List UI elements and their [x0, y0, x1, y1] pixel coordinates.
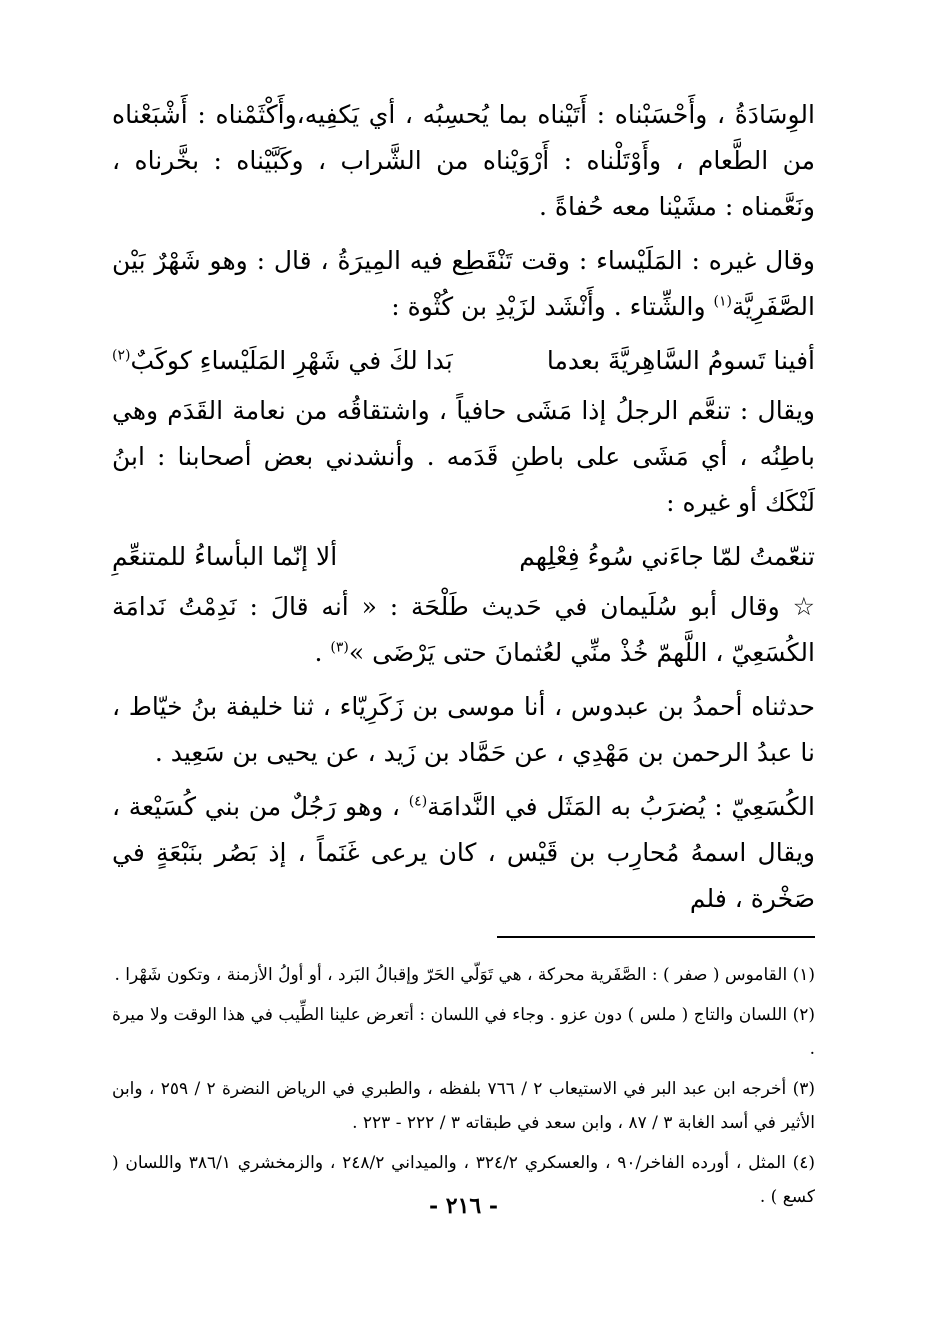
verse-hemistich-2: [112, 338, 453, 384]
verse-hemistich-1: تنعّمتُ لمّا جاءَني سُوءُ فِعْلِهم: [519, 542, 815, 571]
paragraph-text-tail: .: [314, 638, 331, 667]
footnote-ref-1: (١): [713, 293, 732, 310]
paragraph-text-tail: ، وهو رَجُلٌ من بني كُسَيْعة ، ويقال اسمهُ مُحارِب بن قَيْس ، كان يرعى غَنَماً ، إذ بَصُر بنَبْعَةٍ في صَخْرة ، فلم: [112, 792, 815, 913]
footnotes: [112, 958, 815, 1214]
paragraph-text: الكُسَعِيّ : يُضرَبُ به المَثَل في النَّدامَة: [427, 792, 815, 821]
paragraph-text-tail: والشِّتاء . وأَنْشَد لزَيْدِ بن كُثْوة :: [391, 292, 714, 321]
paragraph-2: [112, 238, 815, 330]
paragraph-4: [112, 584, 815, 676]
paragraph-text: حدثناه أحمدُ بن عبدوس ، أنا موسى بن زَكَرِيّاء ، ثنا خليفة بنُ خيّاط ، نا عبدُ الرحمن بن مَهْدِي ، عن حَمَّاد بن زَيد ، عن يحيى بن سَعِيد .: [112, 692, 815, 767]
page-number: - ٢١٦ -: [428, 1193, 499, 1219]
paragraph-5: [112, 684, 815, 776]
verse-line-1: [112, 338, 815, 384]
footnote-ref-3: (٣): [330, 639, 349, 656]
paragraph-text: وقال غيره : المَلَيْساء : وقت تَنْقَطِع فيه المِيرَةُ ، قال : وهو شَهْرٌ بَيْن الصَّفَرِيَّة: [112, 246, 815, 321]
footnote-1: (١) القاموس ( صفر ) : الصَّفَرية محركة ، هي تَوَلّي الحَرّ وإقبالُ البَرد ، أو أولُ الأزمنة ، وتكون شَهْرا .: [114, 965, 815, 985]
footnote-4: (٤) المثل ، أورده الفاخر/٩٠ ، والعسكري ٣٢٤/٢ ، والميداني ٢٤٨/٢ ، والزمخشري ٣٨٦/١ واللسان ( كسع ) .: [112, 1153, 815, 1207]
verse-line-2: [112, 534, 815, 580]
paragraph-6: [112, 784, 815, 922]
verse-hemistich-1: أفينا تَسومُ السَّاهِريَّةَ بعدما: [546, 346, 815, 375]
verse-hemistich-2: ألا إنّما البأساءُ للمتنعِّمِ: [112, 542, 338, 571]
footnote-3: (٣) أخرجه ابن عبد البر في الاستيعاب ٢ / ٧٦٦ بلفظه ، والطبري في الرياض النضرة ٢ / ٢٥٩ ، وابن الأثير في أسد الغابة ٣ / ٨٧ ، وابن سعد في طبقاته ٣ / ٢٢٢ - ٢٢٣ .: [112, 1079, 815, 1133]
paragraph-text: ويقال : تنعَّم الرجلُ إذا مَشَى حافياً ، واشتقاقُه من نعامة القَدَم وهي باطِنُه ، أي مَشَى على باطنِ قَدَمه . وأنشدني بعض أصحابنا : ابنُ لَنْكَك أو غيره :: [112, 396, 815, 517]
paragraph-1: [112, 92, 815, 230]
paragraph-3: [112, 388, 815, 526]
footnote-divider: [497, 936, 815, 938]
main-text: [112, 92, 815, 922]
verse-hemistich-2-text: بَدا لكَ في شَهْرِ المَلَيْساءِ كوكَبٌ: [130, 346, 453, 375]
footnote-ref-4: (٤): [408, 793, 428, 810]
footnote-ref-2: (٢): [112, 347, 131, 364]
paragraph-text: ☆ وقال أبو سُلَيمان في حَديث طَلْحَة : « أنه قالَ : نَدِمْتُ نَدامَة الكُسَعِيّ ، اللَّهمّ خُذْ منِّي لعُثمانَ حتى يَرْضَى »: [112, 592, 815, 667]
footnote-2: (٢) اللسان والتاج ( ملس ) دون عزو . وجاء في اللسان : أتعرض علينا الطِّيب في هذا الوقت ولا ميرة .: [112, 1005, 815, 1059]
paragraph-text: الوِسَادَةُ ، وأَحْسَبْناه : أَتَيْناه بما يُحسِبُه ، أي يَكفِيه،وأَكْثَمْناه : أَشْبَعْناه من الطَّعام ، وأَوْتَلْناه : أَرْوَيْناه من الشَّراب ، وكَبَّيْناه : بخَّرناه ، ونَعَّمناه : مشَيْنا معه حُفاةً .: [112, 100, 815, 221]
